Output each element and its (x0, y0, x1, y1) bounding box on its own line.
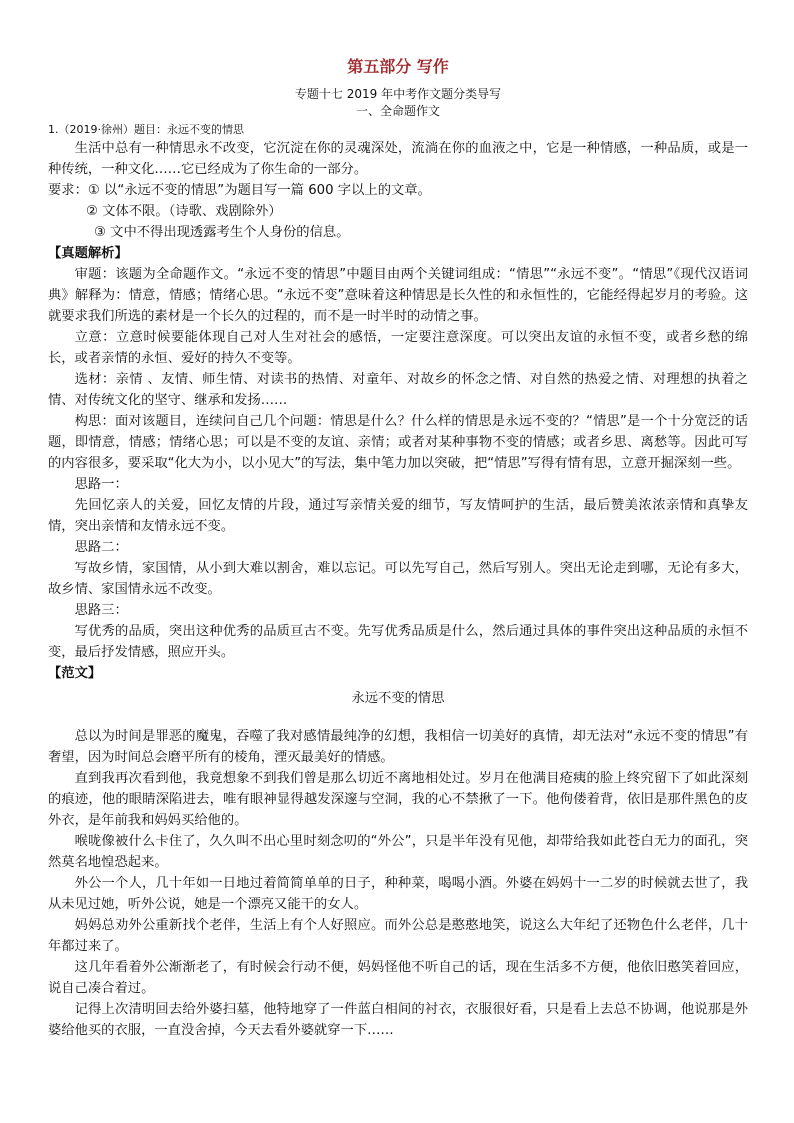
topic-subtitle: 专题十七 2019 年中考作文题分类导写 (294, 87, 502, 101)
analysis-paragraph: 立意：立意时候要能体现自己对人生对社会的感悟，一定要注意深度。可以突出友谊的永恒不变，或者乡愁的绵长，或者亲情的永恒、爱好的持久不变等。 (48, 330, 748, 366)
analysis-paragraph: 写优秀的品质，突出这种优秀的品质亘古不变。先写优秀品质是什么，然后通过具体的事件突出这种品质的永恒不变，最后抒发情感，照应开头。 (48, 624, 748, 660)
requirement-3: ③ 文中不得出现透露考生个人身份的信息。 (94, 225, 350, 240)
analysis-paragraph: 构思：面对该题目，连续问自己几个问题：情思是什么？什么样的情思是永远不变的？“情思”是一个十分宽泛的话题，即情意，情感；情绪心思；可以是不变的友谊、亲情；或者对某种事物不变的情感；或者乡思、离愁等。因此可写的内容很多，要采取“化大为小，以小见大”的写法，集中笔力加以突破，把“情思”写得有情有思，立意开掘深刻一些。 (48, 414, 748, 471)
essay-paragraph: 妈妈总劝外公重新找个老伴，生活上有个人好照应。而外公总是憨憨地笑，说这么大年纪了还物色什么老伴，几十年都过来了。 (48, 918, 748, 954)
analysis-tag: 【真题解析】 (48, 246, 128, 261)
requirement-1: 要求：① 以“永远不变的情思”为题目写一篇 600 字以上的文章。 (48, 183, 431, 198)
analysis-paragraph: 审题：该题为全命题作文。“永远不变的情思”中题目由两个关键词组成：“情思”“永远不变”。“情思”《现代汉语词典》解释为：情意，情感；情绪心思。“永远不变”意味着这种情思是长久性的和永恒性的，它能经得起岁月的考验。这就要求我们所选的素材是一个长久的过程的，而不是一时半时的动情之事。 (48, 267, 748, 324)
essay-tag: 【范文】 (48, 666, 102, 681)
essay-paragraph: 外公一个人，几十年如一日地过着简简单单的日子，种种菜，喝喝小酒。外婆在妈妈十一二岁的时候就去世了，我从未见过她，听外公说，她是一个漂亮又能干的女人。 (48, 876, 748, 912)
page-title: 第五部分 写作 (347, 57, 449, 76)
prompt-paragraph: 生活中总有一种情思永不改变，它沉淀在你的灵魂深处，流淌在你的血液之中，它是一种情感，一种品质，或是一种传统，一种文化……它已经成为了你生命的一部分。 (48, 141, 748, 177)
essay-paragraph: 总以为时间是罪恶的魔鬼，吞噬了我对感情最纯净的幻想，我相信一切美好的真情，却无法对“永远不变的情思”有奢望，因为时间总会磨平所有的棱角，湮灭最美好的情感。 (48, 729, 748, 765)
essay-title: 永远不变的情思 (351, 691, 445, 706)
idea-heading: 思路三： (74, 603, 128, 618)
analysis-paragraph: 选材：亲情 、友情、师生情、对读书的热情、对童年、对故乡的怀念之情、对自然的热爱之情、对理想的执着之情、对传统文化的坚守、继承和发扬…… (48, 372, 748, 408)
idea-heading: 思路一： (74, 477, 128, 492)
requirement-2: ② 文体不限。（诗歌、戏剧除外） (86, 204, 282, 219)
analysis-paragraph: 写故乡情，家国情，从小到大难以割舍，难以忘记。可以先写自己，然后写别人。突出无论走到哪，无论有多大，故乡情、家国情永远不改变。 (48, 561, 748, 597)
essay-paragraph: 喉咙像被什么卡住了，久久叫不出心里时刻念叨的“外公”，只是半年没有见他，却带给我如此苍白无力的面孔，突然莫名地惶恐起来。 (48, 834, 748, 870)
document-page (48, 56, 748, 1041)
idea-heading: 思路二： (74, 540, 128, 555)
question-heading: 1.（2019·徐州）题目：永远不变的情思 (48, 123, 244, 136)
section-heading: 一、全命题作文 (355, 104, 440, 118)
essay-paragraph: 直到我再次看到他，我竟想象不到我们曾是那么切近不离地相处过。岁月在他满目疮痍的脸上终究留下了如此深刻的痕迹，他的眼睛深陷进去，唯有眼神显得越发深邃与空洞，我的心不禁揪了一下。他佝偻着背，依旧是那件黑色的皮外衣，是年前我和妈妈买给他的。 (48, 771, 748, 828)
essay-paragraph: 这几年看着外公渐渐老了，有时候会行动不便，妈妈怪他不听自己的话，现在生活多不方便，他依旧憨笑着回应，说自己凑合着过。 (48, 960, 748, 996)
essay-paragraph: 记得上次清明回去给外婆扫墓，他特地穿了一件蓝白相间的衬衣，衣服很好看，只是看上去总不协调，他说那是外婆给他买的衣服，一直没舍掉，今天去看外婆就穿一下…… (48, 1002, 748, 1038)
analysis-paragraph: 先回忆亲人的关爱，回忆友情的片段，通过写亲情关爱的细节，写友情呵护的生活，最后赞美浓浓亲情和真挚友情，突出亲情和友情永远不变。 (48, 498, 748, 534)
